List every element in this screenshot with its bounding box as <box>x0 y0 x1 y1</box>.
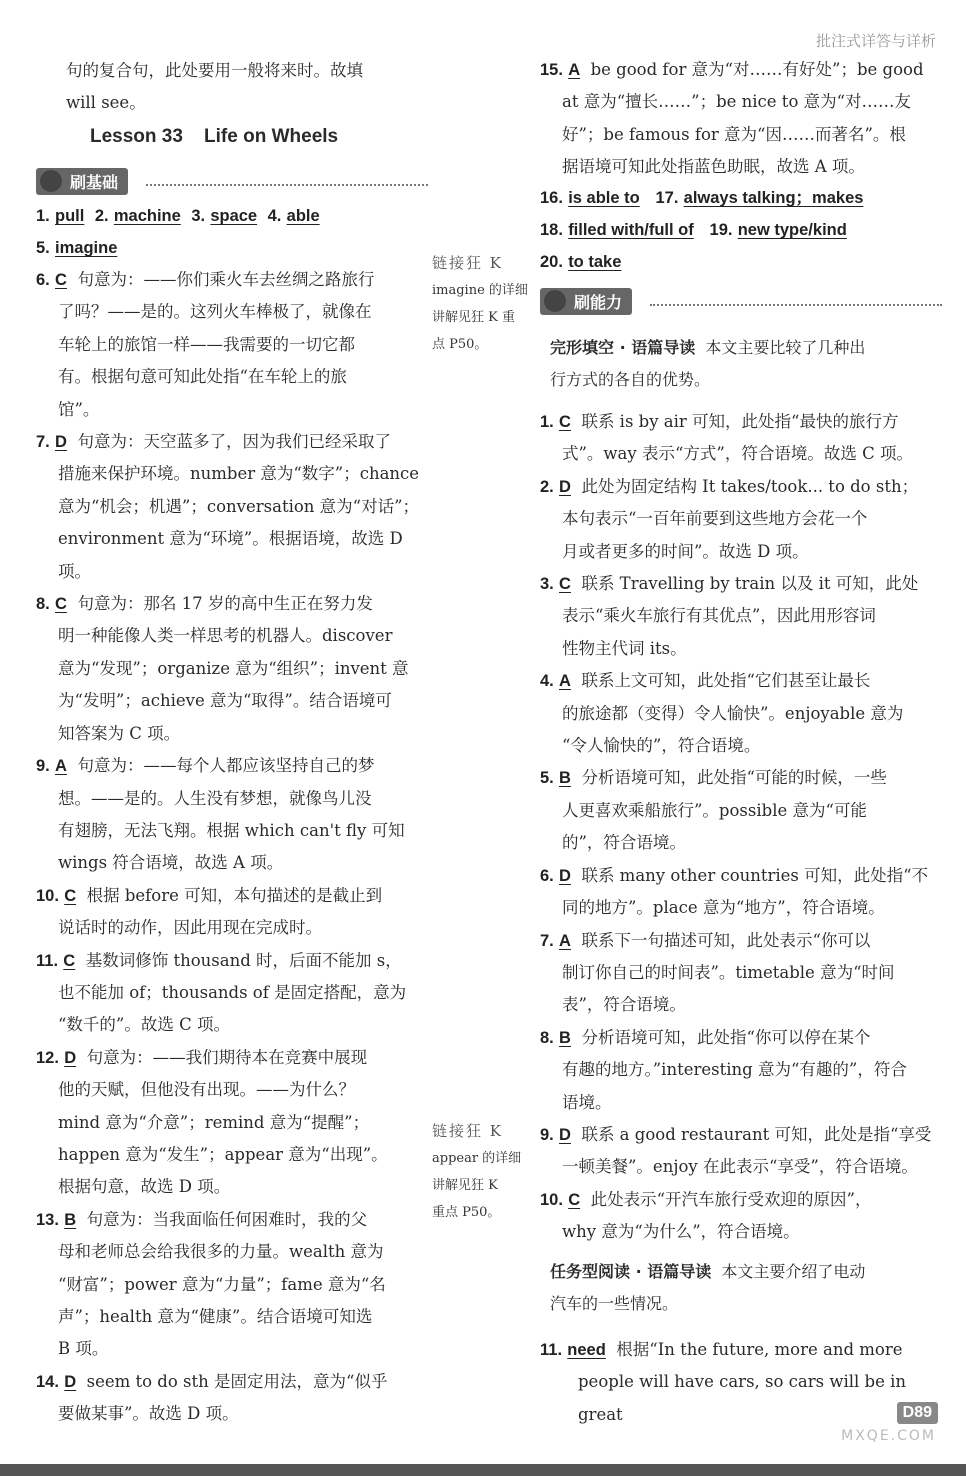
section-badge: 刷能力 <box>540 288 632 315</box>
answer-item <box>540 860 942 925</box>
answer: D <box>64 1372 77 1391</box>
answer: C <box>568 1190 581 1209</box>
explanation-line: 性物主代词 its。 <box>562 638 687 658</box>
item-number: 3. <box>191 207 206 225</box>
explanation-text: 句意为：——你们乘火车去丝绸之路旅行 <box>77 270 375 289</box>
item-number: 19. <box>709 221 733 239</box>
answer: B <box>559 769 571 788</box>
answer: B <box>559 1028 571 1047</box>
item-number: 7. <box>36 433 50 452</box>
intro-text <box>66 55 428 120</box>
item-number: 12. <box>36 1048 59 1067</box>
answer: filled with/full of <box>568 221 694 239</box>
item-number: 18. <box>540 221 563 239</box>
intro-label: 任务型阅读 · 语篇导读 <box>550 1262 712 1281</box>
answer: C <box>55 595 67 614</box>
right-answer-list-top <box>540 54 942 184</box>
explanation-text: seem to do sth 是固定用法，意为“似乎 <box>86 1371 388 1391</box>
item-number: 16. <box>540 189 563 207</box>
explanation-line: 的”，符合语境。 <box>562 833 686 853</box>
item-number: 2. <box>94 207 109 225</box>
explanation-line: 有翅膀，无法飞翔。根据 which can't fly 可知 <box>58 820 405 840</box>
item-number: 8. <box>540 1028 554 1047</box>
note-line: 讲解见狂 K 重 <box>432 310 515 325</box>
answer: is able to <box>568 189 640 207</box>
explanation-line: 式”。way 表示“方式”，符合语境。故选 C 项。 <box>562 444 913 464</box>
intro-line: 句的复合句，此处要用一般将来时。故填 <box>66 61 363 80</box>
section-divider <box>650 304 942 306</box>
explanation-text: 分析语境可知，此处指“你可以停在某个 <box>581 1027 871 1047</box>
note-line: 点 P50。 <box>432 337 488 352</box>
explanation-text: 联系 a good restaurant 可知，此处是指“享受 <box>581 1124 932 1144</box>
explanation-line <box>540 925 942 957</box>
explanation-line: environment 意为“环境”。根据语境，故选 D 项。 <box>58 529 403 581</box>
explanation-line <box>36 945 428 977</box>
explanation-line: why 意为“为什么”，符合语境。 <box>562 1222 800 1242</box>
answer: C <box>55 271 67 289</box>
explanation-line: at 意为“擅长……”；be nice to 意为“对……友 <box>562 92 912 112</box>
explanation-line: 他的天赋，但他没有出现。——为什么？ <box>58 1080 355 1100</box>
explanation-line: 本句表示“一百年前要到这些地方会花一个 <box>562 509 868 529</box>
explanation-line: B 项。 <box>58 1339 109 1359</box>
answer: able <box>286 207 320 225</box>
intro-line: will see。 <box>66 93 146 113</box>
answer: need <box>567 1341 606 1359</box>
answer-item <box>36 588 428 750</box>
reading-intro <box>550 1256 942 1320</box>
answer: pull <box>55 207 85 225</box>
explanation-text: 句意为：——每个人都应该坚持自己的梦 <box>77 756 375 776</box>
answer-item <box>540 471 942 568</box>
answer-item <box>36 750 428 880</box>
answer-item <box>540 665 942 762</box>
item-number: 3. <box>540 575 554 594</box>
item-number: 4. <box>540 672 554 691</box>
explanation-line <box>36 264 428 296</box>
side-note-appear <box>432 1118 540 1226</box>
item-number: 15. <box>540 61 563 79</box>
item-number: 10. <box>36 886 59 905</box>
explanation-line: 为“发明”；achieve 意为“取得”。结合语境可 <box>58 691 392 711</box>
item-number: 8. <box>36 595 50 614</box>
item-number: 20. <box>540 253 563 271</box>
note-line: appear 的详细 <box>432 1151 522 1166</box>
explanation-text: be good for 意为“对……有好处”；be good <box>590 60 924 79</box>
item-number: 1. <box>36 207 50 225</box>
explanation-line: “数千的”。故选 C 项。 <box>58 1015 230 1035</box>
answer-item <box>540 54 942 184</box>
page-corner-title: 批注式详答与详析 <box>815 32 936 50</box>
intro-line: 汽车的一些情况。 <box>550 1294 679 1313</box>
explanation-line: 想。——是的。人生没有梦想，就像鸟儿没 <box>58 788 372 808</box>
explanation-line <box>540 860 942 892</box>
section-ability <box>540 288 942 320</box>
item-number: 1. <box>540 413 554 431</box>
answer-item <box>36 945 428 1042</box>
item-number: 4. <box>267 207 282 225</box>
note-line: imagine 的详细 <box>432 283 528 298</box>
answer: to take <box>568 253 622 271</box>
explanation-line: 的旅途都（变得）令人愉快”。enjoyable 意为 <box>562 703 904 723</box>
answer: A <box>559 672 571 691</box>
explanation-text: 基数词修饰 thousand 时，后面不能加 s， <box>85 950 402 970</box>
explanation-line: “财富”；power 意为“力量”；fame 意为“名 <box>58 1274 386 1294</box>
explanation-line: 一顿美餐”。enjoy 在此表示“享受”，符合语境。 <box>562 1157 918 1177</box>
answer-item <box>540 568 942 665</box>
answer: D <box>559 1125 571 1144</box>
explanation-line <box>36 1204 428 1236</box>
answer: imagine <box>55 239 118 257</box>
explanation-line: 语境。 <box>562 1092 612 1112</box>
explanation-line: 馆”。 <box>58 399 100 419</box>
explanation-line <box>540 665 942 697</box>
explanation-line: 同的地方”。place 意为“地方”，符合语境。 <box>562 898 885 918</box>
item-number: 10. <box>540 1190 563 1209</box>
explanation-line: 表”，符合语境。 <box>562 995 686 1015</box>
item-number: 5. <box>540 769 554 788</box>
intro-label: 完形填空 · 语篇导读 <box>550 338 696 357</box>
explanation-text: 句意为：——我们期待本在竞赛中展现 <box>86 1047 368 1067</box>
explanation-line <box>36 1366 428 1398</box>
explanation-line <box>540 762 942 794</box>
item-number: 7. <box>540 931 554 950</box>
answer-item <box>36 1366 428 1431</box>
explanation-text: 句意为：当我面临任何困难时，我的父 <box>86 1209 368 1229</box>
explanation-line: 有趣的地方。”interesting 意为“有趣的”，符合 <box>562 1060 907 1080</box>
explanation-line: 明一种能像人类一样思考的机器人。discover <box>58 626 393 646</box>
answer: always talking；makes <box>683 189 864 207</box>
answer-item <box>540 762 942 859</box>
fill-answers-row <box>540 246 621 278</box>
explanation-text: 根据 before 可知，本句描述的是截止到 <box>86 885 383 905</box>
item-number: 14. <box>36 1372 59 1391</box>
answer-item <box>36 880 428 945</box>
answer-item <box>540 1119 942 1184</box>
answer: space <box>210 207 258 225</box>
fill-answers-row <box>540 182 863 214</box>
answer: D <box>559 866 571 885</box>
explanation-line <box>540 54 942 86</box>
explanation-text: 联系 many other countries 可知，此处指“不 <box>581 865 929 885</box>
left-answer-list <box>36 264 428 1431</box>
answer: A <box>568 61 581 79</box>
explanation-line <box>540 1184 942 1216</box>
note-heading: 链接狂 K <box>432 1122 503 1140</box>
answer: new type/kind <box>737 221 847 239</box>
explanation-text: 联系 is by air 可知，此处指“最快的旅行方 <box>581 412 899 431</box>
item-number: 5. <box>36 239 50 257</box>
explanation-text: 句意为：那名 17 岁的高中生正在努力发 <box>77 594 373 614</box>
explanation-text: 联系 Travelling by train 以及 it 可知，此处 <box>581 574 919 594</box>
explanation-text: 此处为固定结构 It takes/took... to do sth； <box>581 476 919 496</box>
explanation-line <box>36 1042 428 1074</box>
explanation-line: 表示“乘火车旅行有其优点”，因此用形容词 <box>562 606 876 626</box>
bottom-bar <box>0 1464 966 1476</box>
explanation-line: 母和老师总会给我很多的力量。wealth 意为 <box>58 1242 384 1262</box>
watermark: MXQE.COM <box>841 1428 936 1444</box>
answer: C <box>559 413 571 431</box>
explanation-line: mind 意为“介意”；remind 意为“提醒”； <box>58 1112 370 1132</box>
explanation-line: 根据句意，故选 D 项。 <box>58 1177 231 1197</box>
explanation-text: 联系上文可知，此处指“它们甚至让最长 <box>581 671 871 691</box>
answer: A <box>55 757 67 776</box>
explanation-line: 了吗？——是的。这列火车棒极了，就像在 <box>58 302 372 322</box>
item-number: 2. <box>540 477 554 496</box>
answer-item <box>540 1184 942 1249</box>
explanation-line: 要做某事”。故选 D 项。 <box>58 1404 239 1424</box>
answer: A <box>559 931 571 950</box>
explanation-line: happen 意为“发生”；appear 意为“出现”。 <box>58 1144 388 1164</box>
item-number: 11. <box>540 1341 563 1359</box>
answer: machine <box>113 207 181 225</box>
answer-item <box>36 1042 428 1204</box>
explanation-line <box>36 880 428 912</box>
explanation-line: 说话时的动作，因此用现在完成时。 <box>58 918 322 938</box>
cloze-intro <box>550 332 942 396</box>
section-basic <box>36 168 428 200</box>
explanation-line <box>36 588 428 620</box>
intro-line: 本文主要介绍了电动 <box>721 1262 866 1281</box>
answer: C <box>64 886 77 905</box>
section-badge: 刷基础 <box>36 168 128 195</box>
explanation-line <box>36 426 428 458</box>
note-heading: 链接狂 K <box>432 254 503 272</box>
item-number: 9. <box>36 757 50 776</box>
explanation-line <box>540 1022 942 1054</box>
answer-item <box>36 426 428 588</box>
item-number: 13. <box>36 1210 59 1229</box>
explanation-line: 据语境可知此处指蓝色助眠，故选 A 项。 <box>562 157 865 177</box>
page-number: D89 <box>897 1402 938 1424</box>
item-number: 6. <box>540 866 554 885</box>
fill-answers-row <box>36 232 117 264</box>
explanation-line: 有。根据句意可知此处指“在车轮上的旅 <box>58 367 347 387</box>
explanation-text: 此处表示“开汽车旅行受欢迎的原因”， <box>590 1189 872 1209</box>
explanation-text: 句意为：天空蓝多了，因为我们已经采取了 <box>77 432 391 452</box>
answer: C <box>63 951 76 970</box>
note-line: 重点 P50。 <box>432 1205 501 1220</box>
explanation-line: people will have cars, so cars will be in great <box>578 1372 907 1424</box>
intro-line: 行方式的各自的优势。 <box>550 370 711 389</box>
explanation-line: “令人愉快的”，符合语境。 <box>562 736 761 756</box>
fill-answers-row <box>540 214 847 246</box>
explanation-line: 意为“机会；机遇”；conversation 意为“对话”； <box>58 496 420 516</box>
explanation-line <box>540 568 942 600</box>
explanation-line: 车轮上的旅馆一样——我需要的一切它都 <box>58 334 355 354</box>
item-number: 6. <box>36 271 50 289</box>
fill-answers-row <box>36 200 428 232</box>
explanation-line: 月或者更多的时间”。故选 D 项。 <box>562 541 809 561</box>
answer-item <box>36 264 428 426</box>
item-number: 9. <box>540 1125 554 1144</box>
explanation-line: 措施来保护环境。number 意为“数字”；chance <box>58 464 420 484</box>
explanation-line: 人更喜欢乘船旅行”。possible 意为“可能 <box>562 800 867 820</box>
side-note-imagine <box>432 250 540 358</box>
explanation-line: 好”；be famous for 意为“因……而著名”。根 <box>562 124 906 144</box>
answer-item <box>540 925 942 1022</box>
explanation-line: 根据“In the future, more and more <box>616 1340 903 1359</box>
answer-item <box>540 406 942 471</box>
explanation-line: 意为“发现”；organize 意为“组织”；invent 意 <box>58 658 409 678</box>
item-number: 11. <box>36 951 59 970</box>
explanation-line: 声”；health 意为“健康”。结合语境可知选 <box>58 1307 373 1326</box>
answer-item <box>36 1204 428 1366</box>
answer: D <box>559 477 571 496</box>
explanation-text: 分析语境可知，此处指“可能的时候，一些 <box>581 768 887 788</box>
note-line: 讲解见狂 K <box>432 1178 498 1193</box>
answer: D <box>55 433 67 452</box>
explanation-line <box>540 471 942 503</box>
answer: D <box>64 1048 77 1067</box>
intro-line: 本文主要比较了几种出 <box>705 338 866 357</box>
explanation-line: 知答案为 C 项。 <box>58 723 181 743</box>
answer: B <box>64 1210 77 1229</box>
explanation-line <box>36 750 428 782</box>
right-answer-list <box>540 406 942 1249</box>
explanation-text: 联系下一句描述可知，此处表示“你可以 <box>581 930 871 950</box>
explanation-line: wings 符合语境，故选 A 项。 <box>58 853 284 873</box>
lesson-title: Lesson 33 Life on Wheels <box>90 126 339 147</box>
explanation-line: 也不能加 of；thousands of 是固定搭配，意为 <box>58 982 407 1002</box>
answer-item <box>540 1022 942 1119</box>
section-divider <box>146 184 428 186</box>
explanation-line <box>540 406 942 438</box>
item-number: 17. <box>655 189 679 207</box>
explanation-line: 制订你自己的时间表”。timetable 意为“时间 <box>562 962 895 982</box>
answer: C <box>559 575 571 594</box>
answer-item-11 <box>540 1334 942 1431</box>
explanation-line <box>540 1119 942 1151</box>
